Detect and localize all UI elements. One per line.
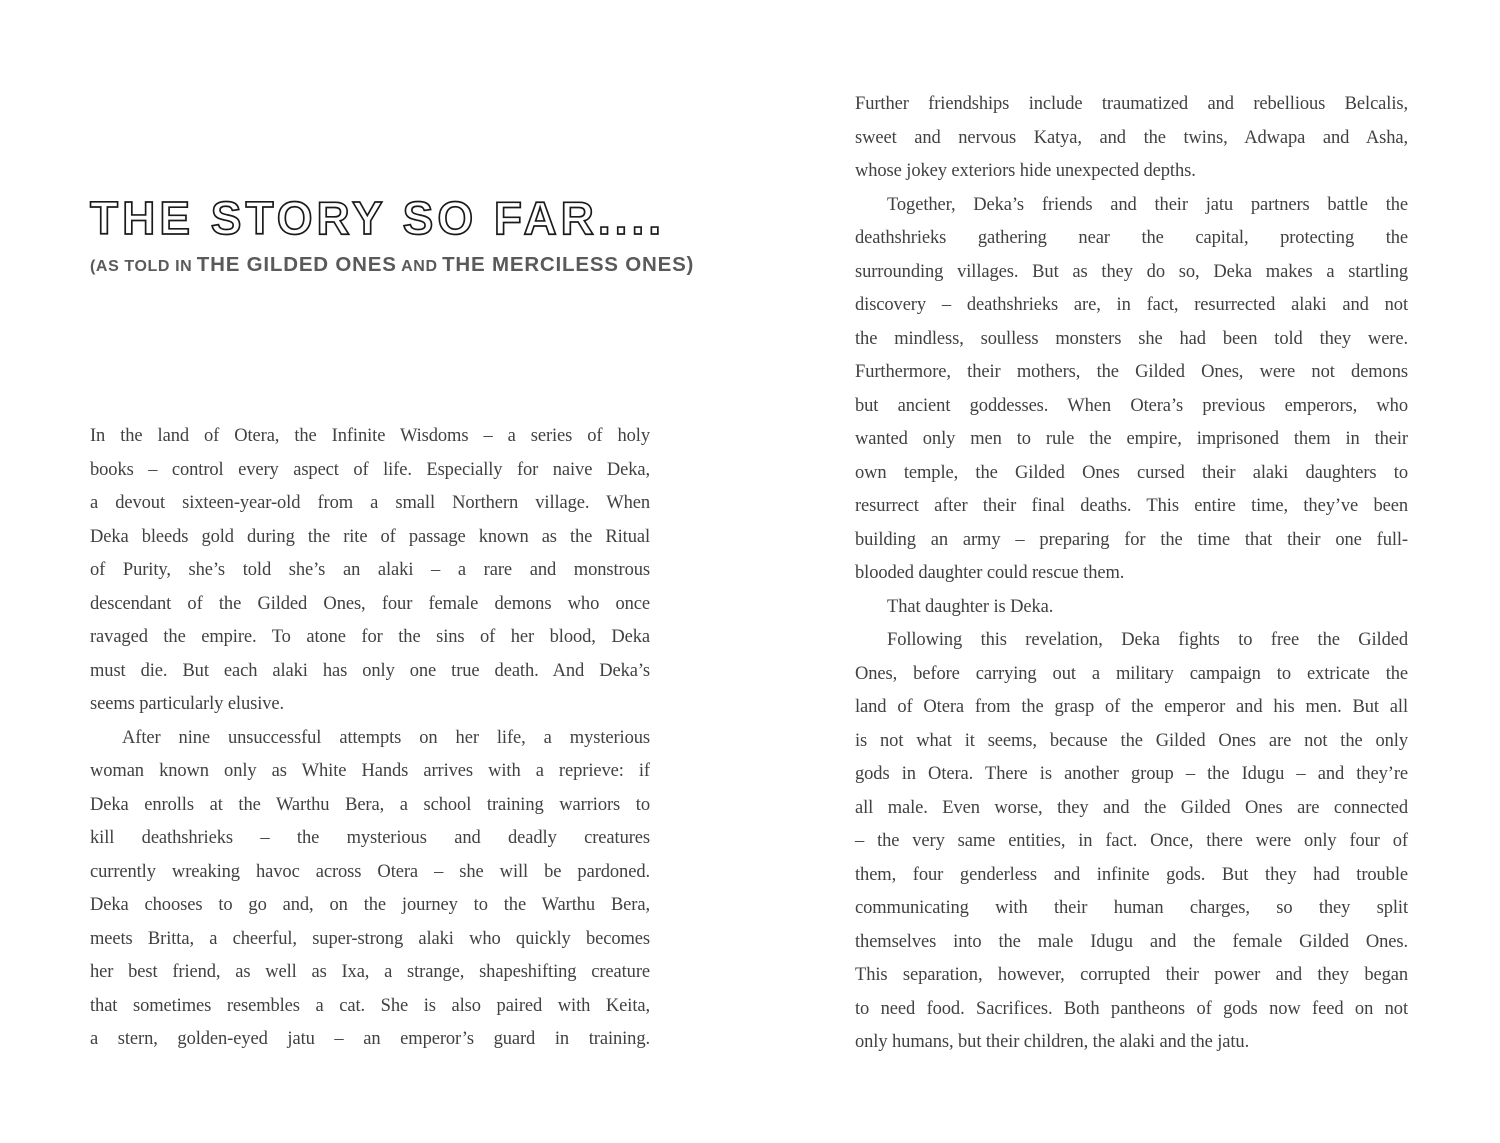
text-line: land of Otera from the grasp of the emperor and his men. But all bbox=[855, 697, 1408, 717]
text-line: wanted only men to rule the empire, imprisoned them in their bbox=[855, 429, 1408, 449]
text-line: own temple, the Gilded Ones cursed their alaki daughters to bbox=[855, 462, 1408, 483]
text-line: of Purity, she’s told she’s an alaki – a rare and monstrous bbox=[90, 560, 650, 580]
text-line: kill deathshrieks – the mysterious and deadly creatures bbox=[90, 828, 650, 848]
left-page-text bbox=[90, 420, 650, 1057]
text-line: Ones, before carrying out a military campaign to extricate the bbox=[855, 663, 1408, 684]
text-line: themselves into the male Idugu and the female Gilded Ones. bbox=[855, 931, 1408, 952]
subtitle-book-title-2: THE MERCILESS ONES) bbox=[442, 252, 695, 276]
text-line: – the very same entities, in fact. Once, there were only four of bbox=[855, 831, 1408, 851]
text-line: Further friendships include traumatized and rebellious Belcalis, bbox=[855, 94, 1408, 114]
chapter-title: THE STORY SO FAR.... bbox=[90, 192, 666, 244]
text-line: ravaged the empire. To atone for the sins of her blood, Deka bbox=[90, 627, 650, 647]
text-line: Deka chooses to go and, on the journey to the Warthu Bera, bbox=[90, 895, 650, 915]
text-line: Deka enrolls at the Warthu Bera, a school training warriors to bbox=[90, 794, 650, 815]
text-line: to need food. Sacrifices. Both pantheons of gods now feed on not bbox=[855, 998, 1408, 1019]
text-line: but ancient goddesses. When Otera’s previous emperors, who bbox=[855, 395, 1408, 416]
text-line: resurrect after their final deaths. This entire time, they’ve been bbox=[855, 496, 1408, 516]
text-line: must die. But each alaki has only one true death. And Deka’s bbox=[90, 660, 650, 681]
text-line: is not what it seems, because the Gilded Ones are not the only bbox=[855, 730, 1408, 751]
text-line: a stern, golden-eyed jatu – an emperor’s guard in training. bbox=[90, 1029, 650, 1049]
text-line: After nine unsuccessful attempts on her life, a mysterious bbox=[122, 727, 650, 748]
text-line: That daughter is Deka. bbox=[887, 596, 1054, 617]
text-line: communicating with their human charges, so they split bbox=[855, 898, 1408, 918]
text-line: books – control every aspect of life. Especially for naive Deka, bbox=[90, 459, 650, 480]
text-line: surrounding villages. But as they do so, Deka makes a startling bbox=[855, 261, 1408, 282]
text-line: blooded daughter could rescue them. bbox=[855, 563, 1125, 583]
text-line: This separation, however, corrupted their power and they began bbox=[855, 965, 1408, 985]
subtitle-prefix: (AS TOLD IN bbox=[90, 257, 193, 275]
subtitle-book-title-1: THE GILDED ONES bbox=[196, 252, 397, 276]
text-line: sweet and nervous Katya, and the twins, Adwapa and Asha, bbox=[855, 127, 1408, 148]
text-line: Deka bleeds gold during the rite of passage known as the Ritual bbox=[90, 526, 650, 547]
text-line: seems particularly elusive. bbox=[90, 694, 285, 714]
text-line: all male. Even worse, they and the Gilded Ones are connected bbox=[855, 797, 1408, 818]
text-line: a devout sixteen-year-old from a small Northern village. When bbox=[90, 493, 650, 513]
right-page-text bbox=[855, 88, 1408, 1060]
text-line: In the land of Otera, the Infinite Wisdoms – a series of holy bbox=[90, 426, 650, 446]
text-line: woman known only as White Hands arrives with a reprieve: if bbox=[90, 761, 650, 781]
text-line: discovery – deathshrieks are, in fact, resurrected alaki and not bbox=[855, 295, 1408, 315]
text-line: descendant of the Gilded Ones, four female demons who once bbox=[90, 593, 650, 614]
text-line: Following this revelation, Deka fights to free the Gilded bbox=[887, 630, 1408, 650]
subtitle-conjunction: AND bbox=[401, 257, 438, 275]
text-line: only humans, but their children, the alaki and the jatu. bbox=[855, 1032, 1250, 1052]
text-line: Furthermore, their mothers, the Gilded Ones, were not demons bbox=[855, 362, 1408, 382]
text-line: the mindless, soulless monsters she had been told they were. bbox=[855, 328, 1408, 349]
text-line: whose jokey exteriors hide unexpected depths. bbox=[855, 161, 1196, 181]
text-line: them, four genderless and infinite gods. But they had trouble bbox=[855, 864, 1408, 885]
text-line: deathshrieks gathering near the capital, protecting the bbox=[855, 228, 1408, 248]
chapter-subtitle bbox=[90, 252, 695, 277]
chapter-header bbox=[90, 192, 695, 277]
text-line: her best friend, as well as Ixa, a strange, shapeshifting creature bbox=[90, 962, 650, 982]
text-line: Together, Deka’s friends and their jatu partners battle the bbox=[887, 194, 1408, 215]
text-line: building an army – preparing for the time that their one full- bbox=[855, 529, 1408, 550]
text-line: gods in Otera. There is another group – the Idugu – and they’re bbox=[855, 764, 1408, 784]
text-line: currently wreaking havoc across Otera – she will be pardoned. bbox=[90, 861, 650, 882]
text-line: that sometimes resembles a cat. She is also paired with Keita, bbox=[90, 995, 650, 1016]
text-line: meets Britta, a cheerful, super-strong alaki who quickly becomes bbox=[90, 928, 650, 949]
